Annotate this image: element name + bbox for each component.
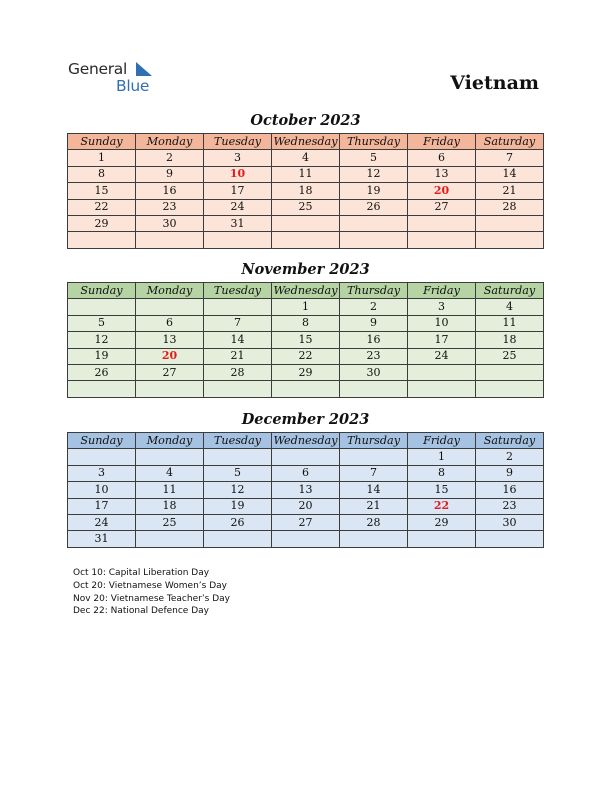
holiday-note: Dec 22: National Defence Day: [73, 606, 209, 617]
day-cell: 2: [340, 299, 408, 315]
day-cell: 27: [272, 514, 340, 530]
empty-day-cell: [476, 232, 544, 248]
day-cell: 1: [408, 449, 476, 465]
day-cell: 4: [476, 299, 544, 315]
weekday-header-monday: Monday: [136, 283, 204, 299]
day-cell: 14: [204, 332, 272, 348]
weekday-header-row: [68, 433, 544, 449]
calendar-november: [67, 282, 544, 398]
weekday-header-friday: Friday: [408, 283, 476, 299]
day-cell: 28: [476, 199, 544, 215]
day-cell: 15: [272, 332, 340, 348]
day-cell: 3: [204, 150, 272, 166]
day-cell: 15: [408, 482, 476, 498]
day-cell: 13: [408, 166, 476, 182]
week-row: [68, 232, 544, 248]
week-row: [68, 381, 544, 397]
day-cell: 19: [204, 498, 272, 514]
day-cell: 9: [136, 166, 204, 182]
day-cell: 8: [408, 465, 476, 481]
weekday-header-tuesday: Tuesday: [204, 433, 272, 449]
week-row: [68, 166, 544, 182]
holiday-day-cell: 22: [408, 498, 476, 514]
weekday-header-wednesday: Wednesday: [272, 283, 340, 299]
day-cell: 21: [476, 183, 544, 199]
weekday-header-saturday: Saturday: [476, 433, 544, 449]
day-cell: 8: [68, 166, 136, 182]
week-row: [68, 299, 544, 315]
empty-day-cell: [408, 232, 476, 248]
day-cell: 11: [272, 166, 340, 182]
empty-day-cell: [68, 449, 136, 465]
empty-day-cell: [408, 531, 476, 547]
week-row: [68, 498, 544, 514]
empty-day-cell: [136, 381, 204, 397]
holiday-day-cell: 20: [136, 348, 204, 364]
day-cell: 12: [68, 332, 136, 348]
weekday-header-friday: Friday: [408, 134, 476, 150]
day-cell: 7: [476, 150, 544, 166]
empty-day-cell: [272, 215, 340, 231]
empty-day-cell: [136, 449, 204, 465]
day-cell: 29: [408, 514, 476, 530]
day-cell: 27: [136, 364, 204, 380]
weekday-header-thursday: Thursday: [340, 134, 408, 150]
day-cell: 24: [408, 348, 476, 364]
day-cell: 15: [68, 183, 136, 199]
month-title-november: November 2023: [241, 261, 370, 278]
empty-day-cell: [136, 299, 204, 315]
week-row: [68, 215, 544, 231]
empty-day-cell: [476, 381, 544, 397]
empty-day-cell: [272, 232, 340, 248]
week-row: [68, 332, 544, 348]
day-cell: 23: [340, 348, 408, 364]
day-cell: 12: [340, 166, 408, 182]
holiday-notes: [73, 567, 230, 618]
weekday-header-tuesday: Tuesday: [204, 134, 272, 150]
calendar-december: [67, 432, 544, 548]
weekday-header-sunday: Sunday: [68, 134, 136, 150]
empty-day-cell: [476, 531, 544, 547]
day-cell: 16: [136, 183, 204, 199]
empty-day-cell: [340, 531, 408, 547]
week-row: [68, 150, 544, 166]
day-cell: 6: [272, 465, 340, 481]
day-cell: 16: [340, 332, 408, 348]
empty-day-cell: [408, 364, 476, 380]
day-cell: 17: [204, 183, 272, 199]
day-cell: 7: [204, 315, 272, 331]
weekday-header-wednesday: Wednesday: [272, 433, 340, 449]
weekday-header-monday: Monday: [136, 134, 204, 150]
weekday-header-sunday: Sunday: [68, 433, 136, 449]
empty-day-cell: [204, 531, 272, 547]
empty-day-cell: [68, 299, 136, 315]
day-cell: 17: [68, 498, 136, 514]
empty-day-cell: [204, 381, 272, 397]
day-cell: 4: [136, 465, 204, 481]
empty-day-cell: [340, 449, 408, 465]
weekday-header-friday: Friday: [408, 433, 476, 449]
empty-day-cell: [340, 381, 408, 397]
day-cell: 12: [204, 482, 272, 498]
week-row: [68, 183, 544, 199]
weekday-header-saturday: Saturday: [476, 283, 544, 299]
day-cell: 31: [204, 215, 272, 231]
day-cell: 6: [136, 315, 204, 331]
weekday-header-wednesday: Wednesday: [272, 134, 340, 150]
holiday-note: Oct 20: Vietnamese Women’s Day: [73, 580, 227, 591]
day-cell: 18: [272, 183, 340, 199]
generalblue-logo: [68, 60, 168, 98]
country-title: Vietnam: [450, 72, 539, 94]
weekday-header-row: [68, 134, 544, 150]
weekday-header-row: [68, 283, 544, 299]
day-cell: 24: [204, 199, 272, 215]
day-cell: 2: [136, 150, 204, 166]
weekday-header-sunday: Sunday: [68, 283, 136, 299]
empty-day-cell: [204, 449, 272, 465]
day-cell: 5: [340, 150, 408, 166]
day-cell: 11: [136, 482, 204, 498]
day-cell: 30: [340, 364, 408, 380]
week-row: [68, 449, 544, 465]
holiday-note: Nov 20: Vietnamese Teacher’s Day: [73, 593, 230, 604]
empty-day-cell: [272, 381, 340, 397]
weekday-header-thursday: Thursday: [340, 283, 408, 299]
day-cell: 3: [68, 465, 136, 481]
day-cell: 6: [408, 150, 476, 166]
holiday-day-cell: 10: [204, 166, 272, 182]
weekday-header-tuesday: Tuesday: [204, 283, 272, 299]
logo-text-general: General: [68, 60, 127, 78]
day-cell: 14: [340, 482, 408, 498]
day-cell: 18: [476, 332, 544, 348]
day-cell: 18: [136, 498, 204, 514]
day-cell: 4: [272, 150, 340, 166]
week-row: [68, 199, 544, 215]
day-cell: 2: [476, 449, 544, 465]
day-cell: 26: [68, 364, 136, 380]
day-cell: 9: [340, 315, 408, 331]
empty-day-cell: [68, 232, 136, 248]
logo-text-blue: Blue: [116, 77, 150, 95]
weekday-header-saturday: Saturday: [476, 134, 544, 150]
day-cell: 25: [272, 199, 340, 215]
day-cell: 13: [136, 332, 204, 348]
day-cell: 29: [68, 215, 136, 231]
day-cell: 21: [340, 498, 408, 514]
empty-day-cell: [272, 531, 340, 547]
day-cell: 5: [68, 315, 136, 331]
day-cell: 19: [340, 183, 408, 199]
day-cell: 30: [136, 215, 204, 231]
day-cell: 26: [340, 199, 408, 215]
day-cell: 20: [272, 498, 340, 514]
day-cell: 11: [476, 315, 544, 331]
empty-day-cell: [476, 215, 544, 231]
day-cell: 28: [340, 514, 408, 530]
day-cell: 3: [408, 299, 476, 315]
day-cell: 13: [272, 482, 340, 498]
day-cell: 19: [68, 348, 136, 364]
empty-day-cell: [340, 232, 408, 248]
holiday-note: Oct 10: Capital Liberation Day: [73, 568, 210, 578]
empty-day-cell: [408, 381, 476, 397]
day-cell: 27: [408, 199, 476, 215]
empty-day-cell: [136, 531, 204, 547]
day-cell: 1: [68, 150, 136, 166]
month-title-december: December 2023: [241, 411, 370, 428]
day-cell: 23: [476, 498, 544, 514]
empty-day-cell: [136, 232, 204, 248]
holiday-day-cell: 20: [408, 183, 476, 199]
empty-day-cell: [204, 299, 272, 315]
week-row: [68, 531, 544, 547]
weekday-header-monday: Monday: [136, 433, 204, 449]
day-cell: 8: [272, 315, 340, 331]
day-cell: 26: [204, 514, 272, 530]
weekday-header-thursday: Thursday: [340, 433, 408, 449]
day-cell: 1: [272, 299, 340, 315]
day-cell: 10: [408, 315, 476, 331]
day-cell: 14: [476, 166, 544, 182]
day-cell: 9: [476, 465, 544, 481]
empty-day-cell: [476, 364, 544, 380]
day-cell: 22: [272, 348, 340, 364]
empty-day-cell: [272, 449, 340, 465]
empty-day-cell: [204, 232, 272, 248]
day-cell: 31: [68, 531, 136, 547]
day-cell: 24: [68, 514, 136, 530]
empty-day-cell: [68, 381, 136, 397]
day-cell: 7: [340, 465, 408, 481]
week-row: [68, 482, 544, 498]
day-cell: 22: [68, 199, 136, 215]
week-row: [68, 348, 544, 364]
calendar-october: [67, 133, 544, 249]
day-cell: 16: [476, 482, 544, 498]
day-cell: 28: [204, 364, 272, 380]
day-cell: 10: [68, 482, 136, 498]
week-row: [68, 364, 544, 380]
day-cell: 30: [476, 514, 544, 530]
day-cell: 17: [408, 332, 476, 348]
week-row: [68, 514, 544, 530]
day-cell: 25: [476, 348, 544, 364]
month-title-october: October 2023: [250, 112, 361, 129]
week-row: [68, 315, 544, 331]
day-cell: 21: [204, 348, 272, 364]
empty-day-cell: [408, 215, 476, 231]
empty-day-cell: [340, 215, 408, 231]
week-row: [68, 465, 544, 481]
day-cell: 5: [204, 465, 272, 481]
day-cell: 23: [136, 199, 204, 215]
day-cell: 25: [136, 514, 204, 530]
logo-triangle-icon: [136, 62, 152, 76]
day-cell: 29: [272, 364, 340, 380]
